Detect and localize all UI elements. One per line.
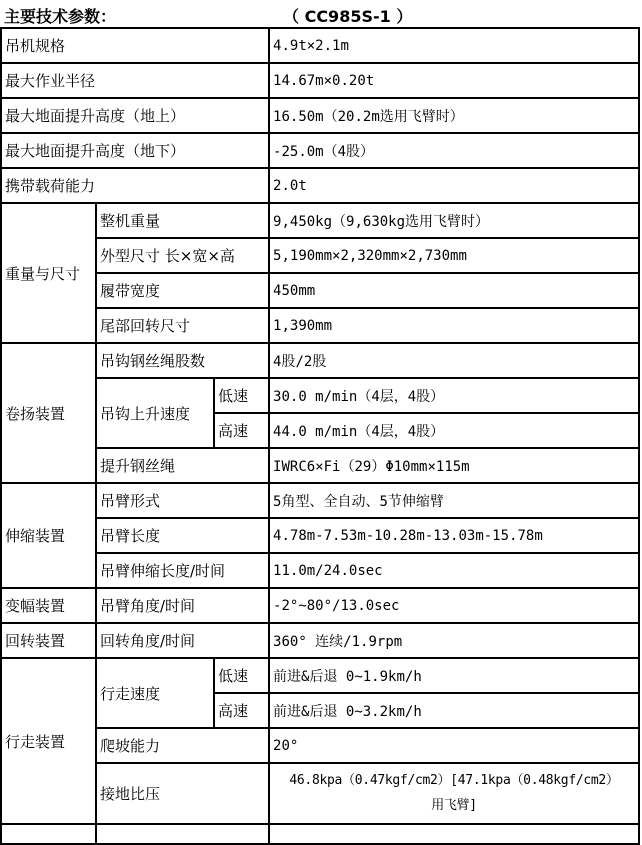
- param-value-cell: 5,190mm×2,320mm×2,730mm: [269, 238, 639, 273]
- param-value-cell: IWRC6×Fi（29）Φ10mm×115m: [269, 448, 639, 483]
- group-label-cell-travel: 行走装置: [1, 658, 96, 824]
- param-label-cell: 外型尺寸 长×宽×高: [96, 238, 269, 273]
- param-label-cell: 吊臂长度: [96, 518, 269, 553]
- table-row: [1, 448, 639, 483]
- param-label-cell: 最大作业半径: [1, 63, 269, 98]
- param-value-cell: 4.9t×2.1m: [269, 28, 639, 63]
- table-row: [1, 588, 639, 623]
- param-value-cell: 14.67m×0.20t: [269, 63, 639, 98]
- table-row: [1, 238, 639, 273]
- partial-cell: [269, 824, 639, 844]
- param-label-cell: 提升钢丝绳: [96, 448, 269, 483]
- partial-cell: [1, 824, 96, 844]
- page-title: [0, 0, 642, 27]
- table-row: [1, 483, 639, 518]
- param-value-cell: 5角型、全自动、5节伸缩臂: [269, 483, 639, 518]
- table-row: [1, 98, 639, 133]
- param-value-cell: -2°~80°/13.0sec: [269, 588, 639, 623]
- group-label-cell-slewing: 回转装置: [1, 623, 96, 658]
- param-label-cell: 履带宽度: [96, 273, 269, 308]
- param-value-cell: -25.0m（4股）: [269, 133, 639, 168]
- table-row: [1, 168, 639, 203]
- param-label-cell: 携带载荷能力: [1, 168, 269, 203]
- title-label: 主要技术参数：: [4, 7, 117, 26]
- param-label-cell: 吊臂伸缩长度/时间: [96, 553, 269, 588]
- param-value-cell-ground-pressure: [269, 763, 639, 824]
- table-row: [1, 28, 639, 63]
- param-value-cell: 44.0 m/min（4层，4股）: [269, 413, 639, 448]
- param-value-cell: 20°: [269, 728, 639, 763]
- table-row: [1, 728, 639, 763]
- param-label-cell: 整机重量: [96, 203, 269, 238]
- param-value-cell: 30.0 m/min（4层，4股）: [269, 378, 639, 413]
- table-row: [1, 343, 639, 378]
- table-row: [1, 203, 639, 238]
- param-label-cell: 爬坡能力: [96, 728, 269, 763]
- table-row: [1, 378, 639, 413]
- param-label-cell: 吊钩钢丝绳股数: [96, 343, 269, 378]
- speed-label-cell-high: 高速: [214, 413, 269, 448]
- table-row-partial: [1, 824, 639, 844]
- group-label-cell-telescope: 伸缩装置: [1, 483, 96, 588]
- param-label-cell: 吊机规格: [1, 28, 269, 63]
- speed-label-cell-low: 低速: [214, 658, 269, 693]
- param-value-cell: 9,450kg（9,630kg选用飞臂时）: [269, 203, 639, 238]
- param-label-cell: 接地比压: [96, 763, 269, 824]
- param-label-cell-hoist-speed: 吊钩上升速度: [96, 378, 214, 448]
- param-label-cell: 回转角度/时间: [96, 623, 269, 658]
- table-row: [1, 308, 639, 343]
- param-value-cell: 450mm: [269, 273, 639, 308]
- speed-label-cell-low: 低速: [214, 378, 269, 413]
- param-label-cell: 吊臂形式: [96, 483, 269, 518]
- param-label-cell: 最大地面提升高度（地上）: [1, 98, 269, 133]
- param-value-cell: 2.0t: [269, 168, 639, 203]
- table-row: [1, 553, 639, 588]
- speed-label-cell-high: 高速: [214, 693, 269, 728]
- param-label-cell: 吊臂角度/时间: [96, 588, 269, 623]
- group-label-cell-weight: 重量与尺寸: [1, 203, 96, 343]
- table-row: [1, 763, 639, 824]
- group-label-cell-winch: 卷扬装置: [1, 343, 96, 483]
- param-label-cell: 最大地面提升高度（地下）: [1, 133, 269, 168]
- param-value-cell: 4.78m-7.53m-10.28m-13.03m-15.78m: [269, 518, 639, 553]
- param-label-cell-travel-speed: 行走速度: [96, 658, 214, 728]
- param-label-cell: 尾部回转尺寸: [96, 308, 269, 343]
- table-row: [1, 63, 639, 98]
- param-value-cell: 16.50m（20.2m选用飞臂时）: [269, 98, 639, 133]
- spec-table: [0, 27, 640, 845]
- table-row: [1, 133, 639, 168]
- group-label-cell-luffing: 变幅装置: [1, 588, 96, 623]
- param-value-cell: 前进&后退 0~1.9km/h: [269, 658, 639, 693]
- ground-pressure-line-2: 用飞臂]: [431, 797, 477, 813]
- param-value-cell: 360° 连续/1.9rpm: [269, 623, 639, 658]
- ground-pressure-line-1: 46.8kpa（0.47kgf/cm2）[47.1kpa（0.48kgf/cm2）: [289, 772, 619, 788]
- table-row: [1, 518, 639, 553]
- table-row: [1, 273, 639, 308]
- table-row: [1, 623, 639, 658]
- param-value-cell: 前进&后退 0~3.2km/h: [269, 693, 639, 728]
- param-value-cell: 11.0m/24.0sec: [269, 553, 639, 588]
- title-model-code: （ CC985S-1 ）: [283, 7, 413, 26]
- partial-cell: [96, 824, 269, 844]
- table-row: [1, 658, 639, 693]
- param-value-cell: 4股/2股: [269, 343, 639, 378]
- param-value-cell: 1,390mm: [269, 308, 639, 343]
